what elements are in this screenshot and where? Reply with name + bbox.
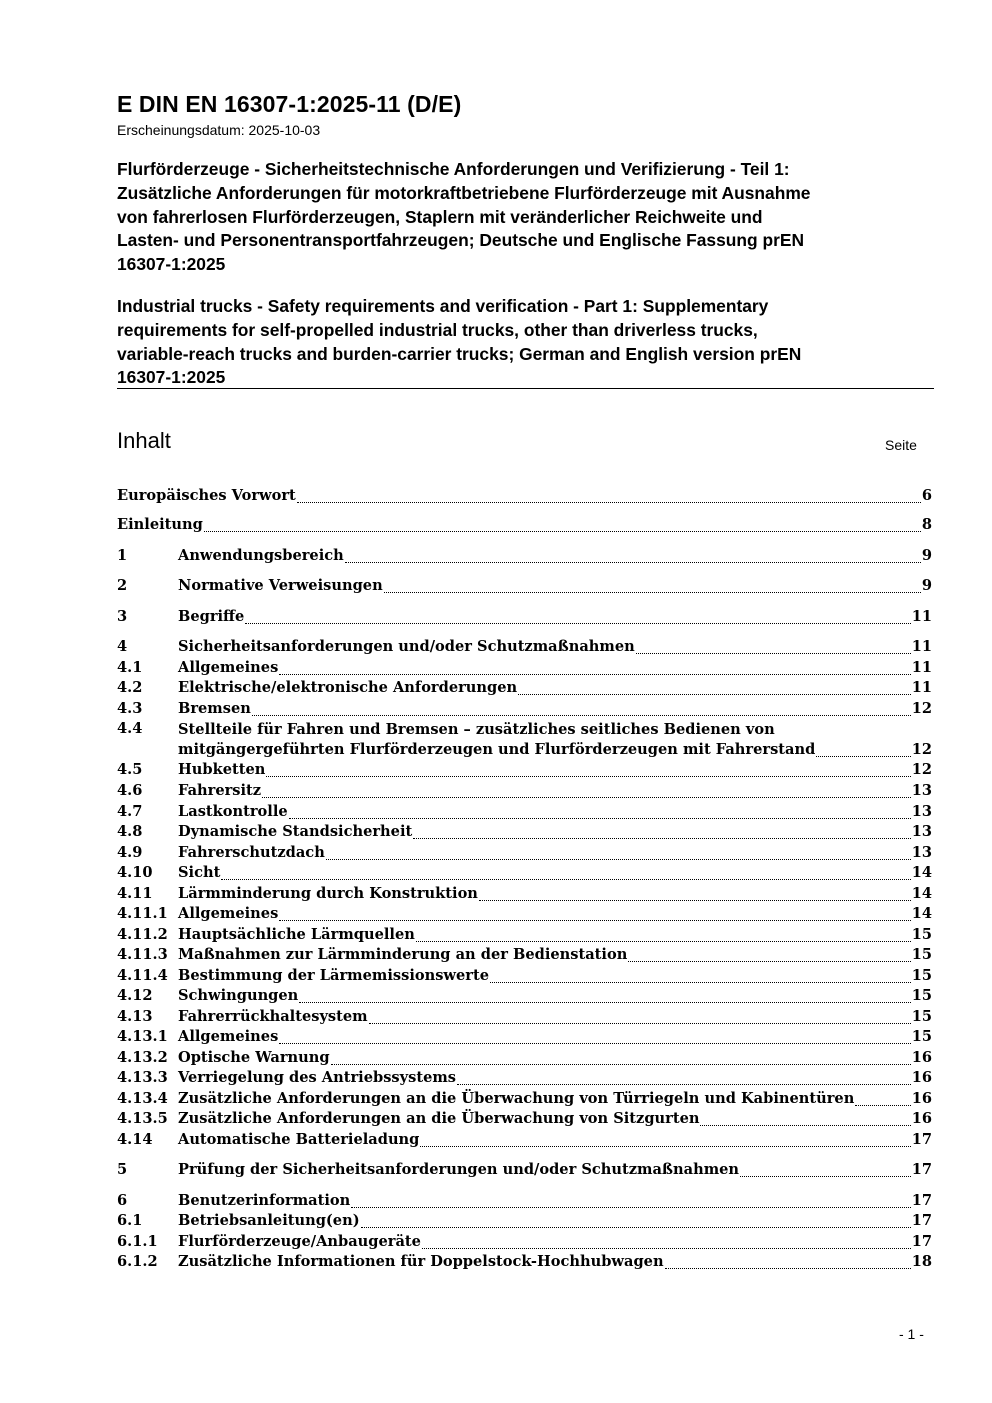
toc-entry[interactable] [117,1161,932,1182]
toc-entry-title: Automatische Batterieladung [178,1131,420,1148]
toc-entry-page: 15 [911,926,932,943]
toc-entry-title: Sicherheitsanforderungen und/oder Schutzmaßnahmen [178,638,635,655]
toc-entry-title: Allgemeines [178,905,279,922]
toc-entry-page: 11 [911,679,932,696]
toc-entry-title: Flurförderzeuge/Anbaugeräte [178,1233,421,1250]
toc-entry[interactable] [117,1049,932,1070]
toc-entry-page: 12 [911,761,932,778]
toc-entry-title: Bremsen [178,700,251,717]
toc-entry-number: 4.13.1 [117,1028,168,1045]
toc-entry-number: 4.10 [117,864,153,881]
toc-entry-page: 13 [911,823,932,840]
toc-entry-title: Betriebsanleitung(en) [178,1212,360,1229]
toc-dot-leader [279,918,910,921]
toc-entry-title: Begriffe [178,608,245,625]
toc-dot-leader [279,672,910,675]
toc-entry-page: 12 [911,700,932,717]
toc-dot-leader [345,560,921,563]
toc-entry-number: 4 [117,638,128,655]
toc-entry-number: 4.7 [117,803,143,820]
toc-entry-number: 4.6 [117,782,143,799]
toc-dot-leader [266,774,910,777]
toc-entry[interactable] [117,1008,932,1029]
toc-entry-page: 14 [911,885,932,902]
toc-entry[interactable] [117,608,932,629]
toc-entry-page: 16 [911,1069,932,1086]
toc-entry-page: 8 [921,516,932,533]
title-line: Industrial trucks - Safety requirements and verification - Part 1: Supplementary [117,296,769,316]
toc-heading: Inhalt [117,428,171,453]
toc-entry[interactable] [117,905,932,926]
toc-entry-number: 6 [117,1192,128,1209]
toc-entry-page: 18 [911,1253,932,1270]
toc-dot-leader [252,713,911,716]
toc-dot-leader [816,754,910,757]
toc-entry-title: mitgängergeführten Flurförderzeugen und Flurförderzeugen mit Fahrerstand [178,741,816,758]
toc-entry-title: Sicht [178,864,221,881]
toc-dot-leader [413,836,910,839]
toc-entry-title: Lastkontrolle [178,803,288,820]
document-id: E DIN EN 16307-1:2025-11 (D/E) [117,91,462,117]
toc-entry[interactable] [117,844,932,865]
toc-entry-page: 17 [911,1233,932,1250]
toc-entry-page: 14 [911,864,932,881]
toc-entry[interactable] [117,967,932,988]
toc-dot-leader [700,1123,910,1126]
toc-entry-page: 16 [911,1110,932,1127]
toc-dot-leader [289,816,911,819]
toc-entry-number: 4.11.1 [117,905,168,922]
toc-dot-leader [518,692,911,695]
toc-entry-title: Anwendungsbereich [178,547,344,564]
toc-entry-number: 4.13.2 [117,1049,168,1066]
toc-entry-number: 3 [117,608,128,625]
toc-entry-number: 4.13.5 [117,1110,168,1127]
toc-dot-leader [855,1103,910,1106]
toc-entry-number: 4.13.4 [117,1090,168,1107]
toc-entry[interactable] [117,1192,932,1213]
toc-entry-title: Einleitung [117,516,203,533]
toc-dot-leader [361,1225,911,1228]
toc-entry[interactable] [117,679,932,700]
toc-entry[interactable] [117,1090,932,1111]
toc-entry-title: Bestimmung der Lärmemissionswerte [178,967,489,984]
toc-dot-leader [628,959,910,962]
toc-dot-leader [245,621,910,624]
toc-entry-number: 2 [117,577,128,594]
toc-entry-title: Zusätzliche Anforderungen an die Überwachung von Sitzgurten [178,1110,700,1127]
publication-date: Erscheinungsdatum: 2025-10-03 [117,122,321,138]
toc-entry-number: 4.11.4 [117,967,168,984]
toc-entry-title: Allgemeines [178,659,279,676]
toc-entry-page: 11 [911,638,932,655]
toc-entry-title: Lärmminderung durch Konstruktion [178,885,478,902]
toc-entry-number: 4.11.2 [117,926,168,943]
toc-entry-number: 4.5 [117,761,143,778]
toc-entry-page: 14 [911,905,932,922]
toc-entry-title: Allgemeines [178,1028,279,1045]
toc-page-column-header: Seite [885,437,917,453]
toc-dot-leader [420,1144,910,1147]
toc-entry[interactable] [117,803,932,824]
toc-entry-page: 13 [911,844,932,861]
toc-dot-leader [665,1266,911,1269]
toc-entry-title-line: Stellteile für Fahren und Bremsen – zusätzliches seitliches Bedienen von [178,721,775,738]
toc-entry-number: 4.4 [117,720,143,737]
toc-entry[interactable] [117,1212,932,1233]
toc-entry-title: Dynamische Standsicherheit [178,823,413,840]
toc-entry[interactable] [117,659,932,680]
toc-entry[interactable] [117,761,932,782]
toc-dot-leader [384,590,921,593]
toc-entry[interactable] [117,946,932,967]
toc-entry-number: 6.1 [117,1212,143,1229]
title-line: von fahrerlosen Flurförderzeugen, Staplern mit veränderlicher Reichweite und [117,206,763,227]
toc-entry-page: 16 [911,1090,932,1107]
toc-entry-number: 4.1 [117,659,143,676]
toc-entry-number: 1 [117,547,128,564]
toc-entry-title: Zusätzliche Anforderungen an die Überwachung von Türriegeln und Kabinentüren [178,1090,855,1107]
toc-entry[interactable] [117,823,932,844]
toc-dot-leader [369,1021,911,1024]
title-german [117,158,937,277]
toc-entry-page: 15 [911,987,932,1004]
toc-dot-leader [297,500,921,503]
toc-entry-title: Hauptsächliche Lärmquellen [178,926,415,943]
toc-dot-leader [636,651,911,654]
toc-entry-page: 17 [911,1212,932,1229]
toc-dot-leader [204,529,921,532]
toc-entry[interactable] [117,1233,932,1254]
toc-dot-leader [422,1246,911,1249]
toc-entry-page: 12 [911,741,932,758]
toc-dot-leader [221,877,910,880]
toc-entry[interactable] [117,577,932,598]
toc-entry[interactable] [117,1069,932,1090]
toc-entry[interactable] [117,885,932,906]
toc-dot-leader [331,1062,911,1065]
toc-entry-page: 17 [911,1161,932,1178]
toc-entry-page: 15 [911,1028,932,1045]
toc-entry-title: Fahrersitz [178,782,262,799]
toc-entry-title: Europäisches Vorwort [117,487,296,504]
toc-entry-number: 4.13.3 [117,1069,168,1086]
toc-entry-number: 4.3 [117,700,143,717]
toc-entry-title: Normative Verweisungen [178,577,383,594]
toc-entry-number: 4.8 [117,823,143,840]
toc-entry-page: 17 [911,1131,932,1148]
toc-entry-number: 4.13 [117,1008,153,1025]
toc-dot-leader [351,1205,910,1208]
toc-entry-number: 4.11.3 [117,946,168,963]
title-line: Lasten- und Personentransportfahrzeugen; Deutsche und Englische Fassung prEN [117,230,805,251]
toc-entry-title: Zusätzliche Informationen für Doppelstock-Hochhubwagen [178,1253,664,1270]
toc-entry-page: 15 [911,967,932,984]
toc-entry[interactable] [117,700,932,721]
toc-entry-number: 6.1.1 [117,1233,158,1250]
toc-entry-title: Hubketten [178,761,266,778]
title-line: Flurförderzeuge - Sicherheitstechnische Anforderungen und Verifizierung - Teil 1: [117,159,790,179]
toc-dot-leader [262,795,911,798]
title-divider [117,388,934,389]
title-line: requirements for self-propelled industrial trucks, other than driverless trucks, [117,319,758,340]
toc-entry[interactable] [117,1028,932,1049]
title-english [117,295,937,390]
toc-entry[interactable] [117,547,932,568]
toc-entry[interactable] [117,487,932,508]
toc-entry-title: Fahrerrückhaltesystem [178,1008,368,1025]
toc-entry-title: Fahrerschutzdach [178,844,325,861]
toc-entry-page: 17 [911,1192,932,1209]
toc-dot-leader [416,939,911,942]
toc-entry-number: 4.14 [117,1131,153,1148]
toc-dot-leader [479,898,911,901]
toc-entry-number: 4.2 [117,679,143,696]
toc-entry[interactable] [117,864,932,885]
title-line: variable-reach trucks and burden-carrier trucks; German and English version prEN [117,343,802,364]
toc-entry-title: Optische Warnung [178,1049,330,1066]
toc-entry-title: Schwingungen [178,987,299,1004]
toc-entry-page: 6 [921,487,932,504]
title-line: Zusätzliche Anforderungen für motorkraftbetriebene Flurförderzeuge mit Ausnahme [117,182,811,203]
title-line: 16307-1:2025 [117,254,226,275]
toc-dot-leader [457,1082,911,1085]
toc-entry-number: 4.9 [117,844,143,861]
title-line: 16307-1:2025 [117,367,226,388]
toc-entry[interactable] [117,782,932,803]
toc-entry[interactable] [117,1110,932,1131]
toc-entry[interactable] [117,926,932,947]
toc-entry-page: 15 [911,946,932,963]
toc-entry-page: 11 [911,608,932,625]
toc-entry-number: 4.11 [117,885,153,902]
toc-dot-leader [326,857,911,860]
toc-entry[interactable] [117,987,932,1008]
toc-entry-number: 4.12 [117,987,153,1004]
toc-entry-page: 13 [911,782,932,799]
toc-entry-page: 9 [921,547,932,564]
toc-entry-page: 16 [911,1049,932,1066]
toc-entry-title: Prüfung der Sicherheitsanforderungen und/oder Schutzmaßnahmen [178,1161,740,1178]
toc-dot-leader [740,1174,911,1177]
page-number: - 1 - [899,1326,924,1342]
toc-entry[interactable] [117,1253,932,1274]
toc-entry[interactable] [117,516,932,537]
toc-entry-page: 13 [911,803,932,820]
toc-entry-title: Elektrische/elektronische Anforderungen [178,679,518,696]
toc-entry[interactable] [117,1131,932,1152]
toc-dot-leader [279,1041,910,1044]
toc-dot-leader [490,980,911,983]
toc-entry[interactable] [117,638,932,659]
toc-entry-page: 11 [911,659,932,676]
toc-entry-number: 5 [117,1161,128,1178]
toc-entry-title: Maßnahmen zur Lärmminderung an der Bedienstation [178,946,628,963]
toc-entry-title: Verriegelung des Antriebssystems [178,1069,457,1086]
toc-entry-title: Benutzerinformation [178,1192,351,1209]
toc-dot-leader [299,1000,910,1003]
toc-entry-page: 15 [911,1008,932,1025]
toc-entry-number: 6.1.2 [117,1253,158,1270]
toc-entry-page: 9 [921,577,932,594]
